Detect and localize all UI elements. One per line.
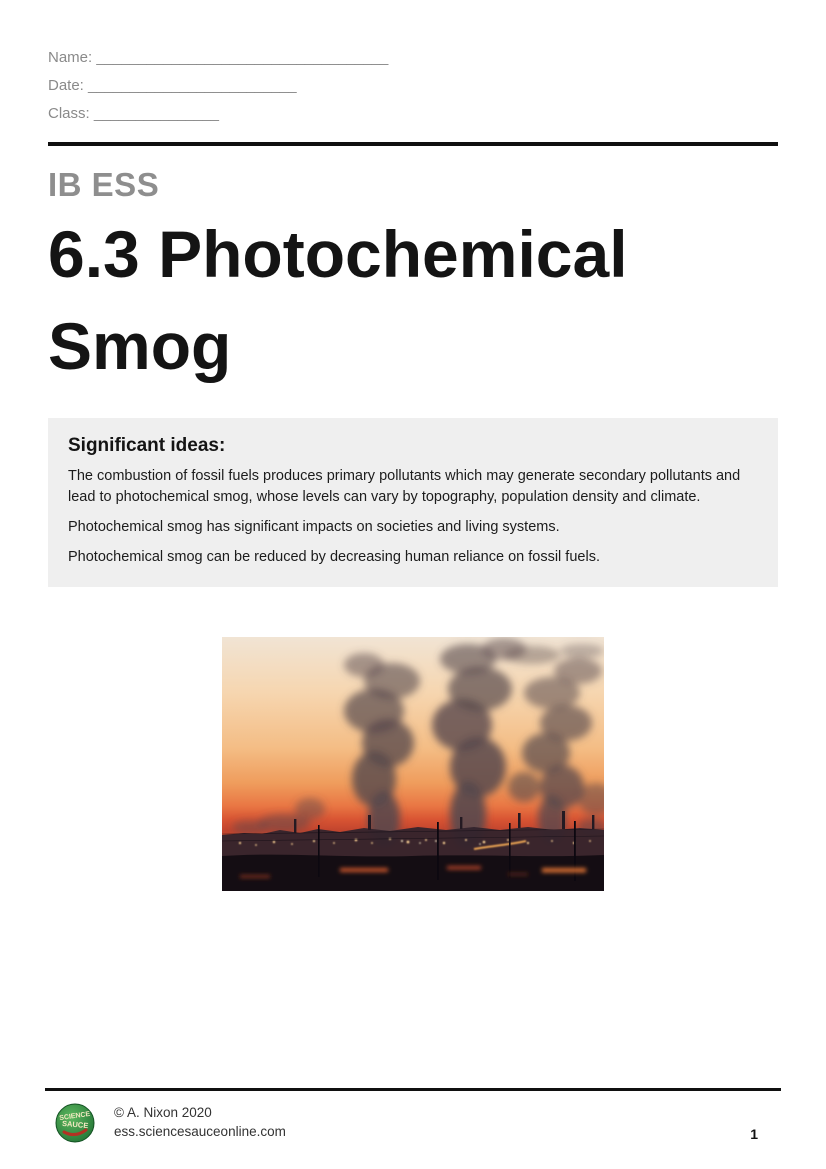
significant-ideas-box: [48, 418, 778, 587]
page-title: 6.3 Photochemical Smog: [48, 217, 628, 383]
class-field: [48, 100, 778, 128]
header-divider: [48, 142, 778, 146]
science-sauce-logo: [55, 1103, 95, 1143]
student-fields: [48, 44, 778, 128]
class-label: Class:: [48, 105, 90, 122]
date-field: [48, 72, 778, 100]
footer-credits: [114, 1103, 286, 1141]
copyright-text: © A. Nixon 2020: [114, 1105, 212, 1120]
date-blank-line: _________________________: [88, 77, 297, 94]
significant-ideas-paragraph: Photochemical smog has significant impacts on societies and living systems.: [68, 519, 560, 535]
significant-ideas-heading: Significant ideas:: [68, 435, 226, 456]
logo-text-sauce: SAUCE: [61, 1118, 89, 1131]
date-label: Date:: [48, 77, 84, 94]
smog-sunset-photo: [222, 637, 604, 891]
page-number: 1: [750, 1126, 758, 1142]
significant-ideas-paragraph: The combustion of fossil fuels produces primary pollutants which may generate secondary pollutants and lead to photochemical smog, whose levels can vary by topography, population density and climate.: [68, 468, 741, 505]
website-text: ess.sciencesauceonline.com: [114, 1124, 286, 1139]
course-label: IB ESS: [48, 166, 160, 203]
name-label: Name:: [48, 49, 93, 66]
class-blank-line: _______________: [93, 105, 219, 122]
name-blank-line: ___________________________________: [96, 49, 389, 66]
photo-container: [48, 637, 778, 896]
logo-text-science: SCIENCE: [58, 1110, 91, 1123]
name-field: [48, 44, 778, 72]
significant-ideas-paragraph: Photochemical smog can be reduced by decreasing human reliance on fossil fuels.: [68, 549, 600, 565]
foreground-silhouette: [222, 855, 604, 891]
footer-divider: [45, 1088, 781, 1091]
